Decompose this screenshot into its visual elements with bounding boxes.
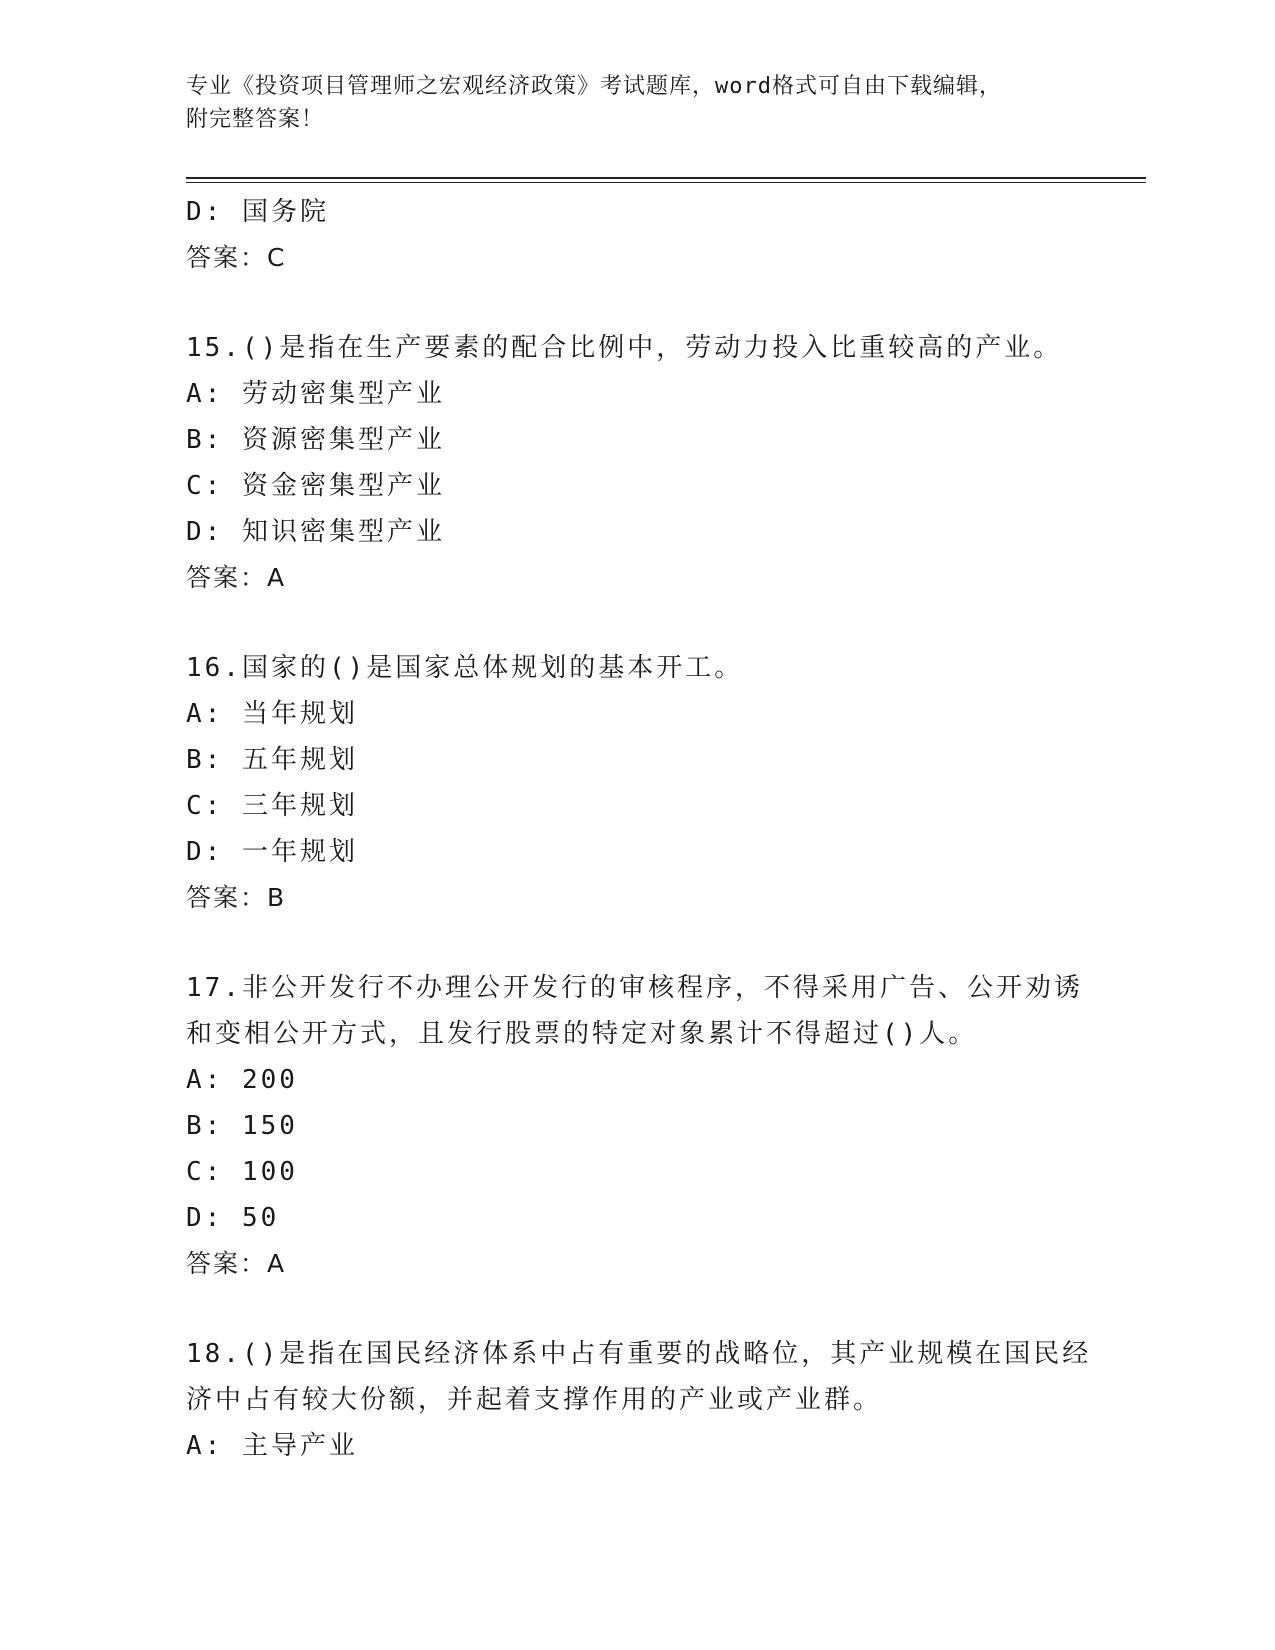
question-stem-line-2: 和变相公开方式，且发行股票的特定对象累计不得超过()人。 [186, 1019, 978, 1049]
header-line-2: 附完整答案！ [186, 107, 325, 132]
question-18 [186, 1331, 1092, 1469]
header-rule-thick [186, 177, 1146, 179]
option-b: B: 五年规划 [186, 745, 358, 775]
question-15 [186, 325, 1066, 601]
option-c: C: 资金密集型产业 [186, 471, 445, 501]
option-c: C: 三年规划 [186, 791, 358, 821]
header-rule-thin [186, 182, 1146, 183]
option-d: D: 一年规划 [186, 837, 358, 867]
option-a: A: 劳动密集型产业 [186, 379, 445, 409]
question-list [186, 189, 1092, 1469]
question-stem: 16.国家的()是国家总体规划的基本开工。 [186, 653, 744, 683]
question-stem-line-1: 17.非公开发行不办理公开发行的审核程序，不得采用广告、公开劝诱 [186, 973, 1083, 1003]
option-d: D: 50 [186, 1203, 280, 1233]
option-a: A: 200 [186, 1065, 298, 1095]
option-a: A: 主导产业 [186, 1431, 358, 1461]
answer-line: 答案：B [186, 883, 287, 912]
question-stem-line-2: 济中占有较大份额，并起着支撑作用的产业或产业群。 [186, 1385, 883, 1415]
option-c: C: 100 [186, 1157, 298, 1187]
question-16 [186, 645, 1066, 921]
document-header [186, 70, 1066, 136]
option-d: D: 知识密集型产业 [186, 517, 445, 547]
option-b: B: 150 [186, 1111, 298, 1141]
answer-line: 答案：A [186, 563, 287, 592]
option-a: A: 当年规划 [186, 699, 358, 729]
answer-line: 答案：C [186, 243, 287, 272]
question-stem: 15.()是指在生产要素的配合比例中，劳动力投入比重较高的产业。 [186, 333, 1063, 363]
option-b: B: 资源密集型产业 [186, 425, 445, 455]
answer-line: 答案：A [186, 1249, 287, 1278]
header-line-1: 专业《投资项目管理师之宏观经济政策》考试题库，word格式可自由下载编辑， [186, 74, 1002, 99]
question-stem-line-1: 18.()是指在国民经济体系中占有重要的战略位，其产业规模在国民经 [186, 1339, 1092, 1369]
option-d: D: 国务院 [186, 197, 329, 227]
question-17 [186, 965, 1083, 1287]
